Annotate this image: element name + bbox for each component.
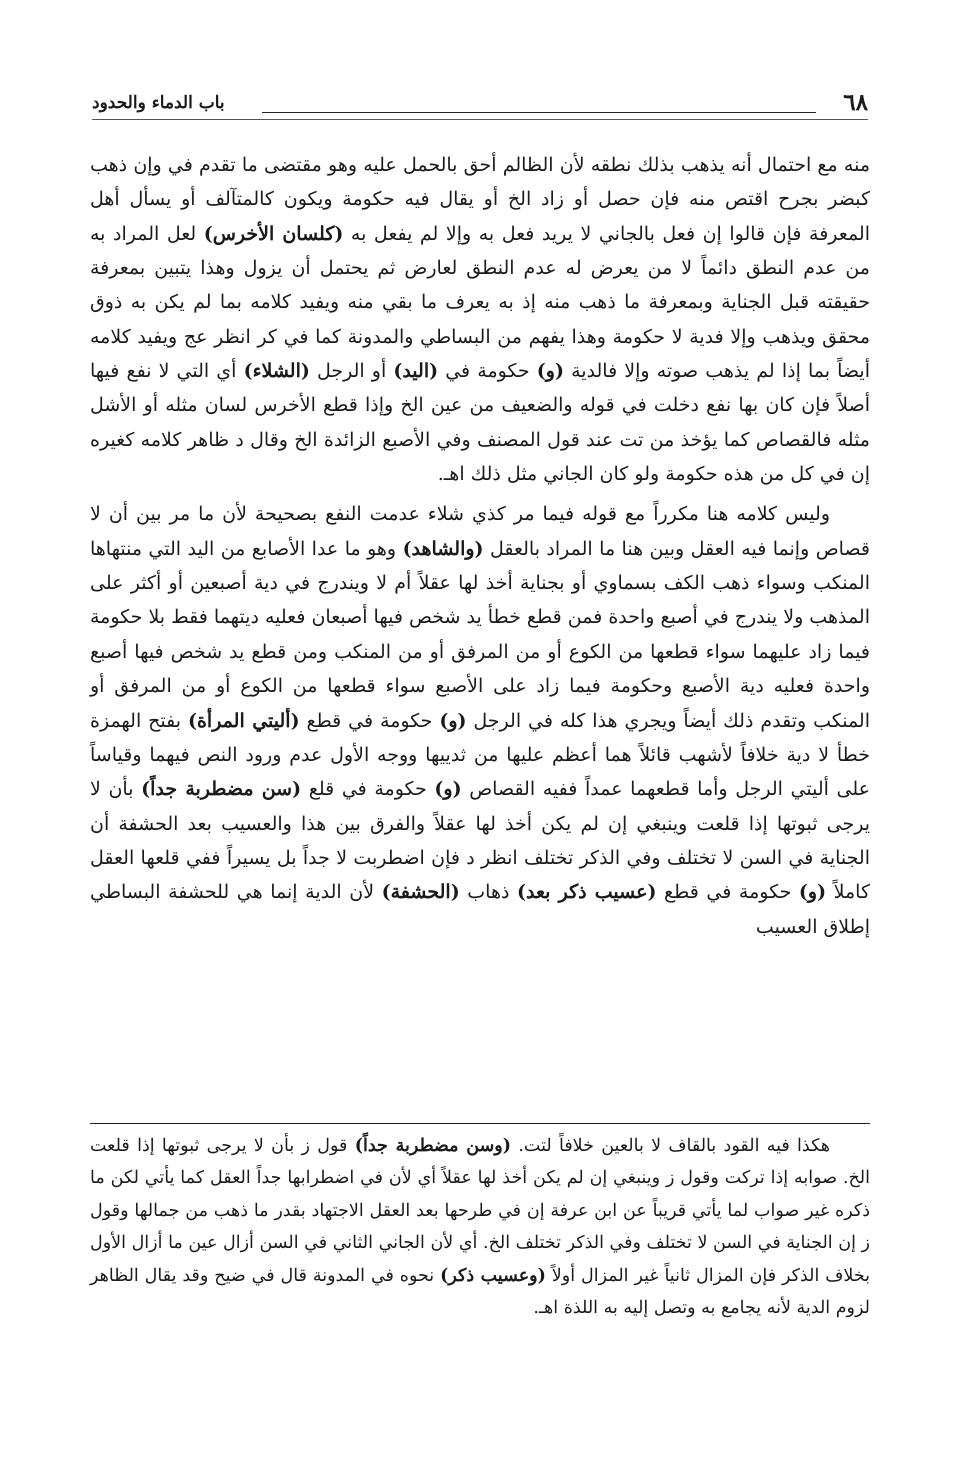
bold-term: (اليد) (393, 360, 439, 383)
bold-term: (و) (798, 881, 827, 904)
header-underline (92, 119, 868, 120)
text-run: بفتح الهمزة خطأ لا دية خلافاً لأشهب قائلاً هما أعظم عليها من ثدييها ووجه الأول عدم ورود النص فيهما وقياساً على أليتي الرجل وأما قطعهما عمداً ففيه القصاص (90, 709, 870, 801)
footnote-separator (90, 1123, 870, 1124)
bold-term: (عسيب ذكر بعد) (517, 881, 657, 904)
main-text (90, 148, 870, 944)
main-paragraph-1 (90, 148, 870, 491)
text-run: لعل المراد به من عدم النطق دائماً لا من يعرض له عدم النطق لعارض ثم يحتمل أن يزول وهذا يتبين بمعرفة حقيقته قبل الجناية وبمعرفة ما ذهب منه إذ به يعرف ما بقي منه ويفيد كلامه بما لم يكن به ذوق محقق ويذهب وإلا فدية لا حكومة وهذا يفهم من البساطي والمدونة كما في كر انظر عج ويفيد كلامه أيضاً بما إذا لم يذهب صوته وإلا فالدية (90, 222, 870, 383)
bold-term: (و) (439, 709, 467, 732)
text-run: حكومة في قطع (656, 881, 799, 904)
page-header (92, 88, 868, 118)
text-run: حكومة في قطع (299, 709, 440, 732)
text-run: وهو ما عدا الأصابع من اليد التي منتهاها المنكب وسواء ذهب الكف بسماوي أو بجناية أخذ لها عقلاً أم لا ويندرج في دية أصبعين أو أكثر على المذهب ولا يندرج في أصبع واحدة فمن قطع خطأ يد شخص فيها أصبعان فعليه ديتهما فقط بلا حكومة فيما زاد عليهما سواء قطعها من الكوع أو من المرفق أو من المنكب ومن قطع يد شخص فيها أصبع واحدة فعليه دية الأصبع وحكومة فيما زاد على الأصبع سواء قطعها من الكوع أو من المرفق أو المنكب وتقدم ذلك أيضاً ويجري هذا كله في الرجل (90, 537, 871, 732)
bold-term: (أليتي المرأة) (187, 709, 300, 732)
text-run: حكومة في قلع (301, 778, 435, 801)
main-paragraph-2 (90, 497, 870, 943)
bold-term: (الشلاء) (243, 360, 310, 383)
text-run: قول ز بأن لا يرجى ثبوتها إذا قلعت الخ. صوابه إذا تركت وقول ز وينبغي إن لم يكن أخذ لها عقلاً أي لأن في اضطرابها جداً العقل كما يأتي لكن ما ذكره غير صواب لما يأتي قريباً عن ابن عرفة إن في طرحها بعد العقل الاجتهاد بقدر ما ذهب من جمالها وقول ز إن الجناية في السن لا تختلف وفي الذكر تختلف الخ. أي لأن الجاني الثاني في السن أزال عين ما أزال الأول بخلاف الذكر فإن المزال ثانياً غير المزال أولاً (90, 1136, 871, 1286)
text-run: أي التي لا نفع فيها أصلاً فإن كان بها نفع دخلت في قوله والضعيف من عين الخ وإذا قطع الأخرس لسان مثله أو الأشل مثله فالقصاص كما يؤخذ من تت عند قول المصنف وفي الأصبع الزائدة الخ وقال د ظاهر كلامه كغيره إن في كل من هذه حكومة ولو كان الجاني مثل ذلك اهـ. (90, 360, 870, 486)
text-run: منه مع احتمال أنه يذهب بذلك نطقه لأن الظالم أحق بالحمل عليه وهو مقتضى ما تقدم في وإن ذهب كبضر بجرح اقتص منه فإن حصل أو زاد الخ أو يقال فيه حكومة ويكون كالمتآلف أو يسأل أهل المعرفة فإن قالوا إن فعل بالجاني لا يريد فعل به وإلا لم يفعل به (90, 154, 870, 245)
text-run: ذهاب (459, 881, 518, 904)
text-run: أو الرجل (309, 360, 394, 383)
text-run: لأن الدية إنما هي للحشفة البساطي إطلاق العسيب (90, 881, 870, 938)
running-title: باب الدماء والحدود (92, 93, 225, 113)
bold-term: (سن مضطربة جداً) (141, 778, 302, 801)
text-run: بأن لا يرجى ثبوتها إذا قلعت وينبغي إن لم يكن أخذ لها عقلاً والفرق بين هذا والعسيب بعد الحشفة أن الجناية في السن لا تختلف وفي الذكر تختلف انظر د فإن اضطربت لا جداً بل يسيراً ففي قلعها العقل كاملاً (90, 778, 870, 904)
footnote-paragraph (90, 1130, 870, 1324)
bold-term: (و) (536, 360, 564, 383)
text-run: نحوه في المدونة قال في ضيح وقد يقال الظاهر لزوم الدية لأنه يجامع به وتصل إليه به اللذة اهـ. (90, 1265, 870, 1319)
bold-term: (وسن مضطربة جداً) (354, 1136, 512, 1156)
text-run: هكذا فيه القود بالقاف لا بالعين خلافاً لتت. (511, 1136, 830, 1156)
bold-term: (و) (434, 778, 462, 801)
header-rule (262, 112, 816, 113)
text-run: حكومة في (438, 360, 537, 383)
page-number: ٦٨ (843, 89, 868, 116)
text-run: وليس كلامه هنا مكرراً مع قوله فيما مر كذي شلاء عدمت النفع بصحيحة لأن ما مر بين أن لا قصاص وإنما فيه العقل وبين هنا ما المراد بالعقل (90, 503, 871, 560)
footnote (90, 1130, 870, 1324)
bold-term: (والشاهد) (402, 537, 484, 560)
bold-term: (كلسان الأخرس) (203, 222, 344, 245)
bold-term: (الحشفة) (381, 881, 460, 904)
bold-term: (وعسيب ذكر) (440, 1265, 546, 1286)
